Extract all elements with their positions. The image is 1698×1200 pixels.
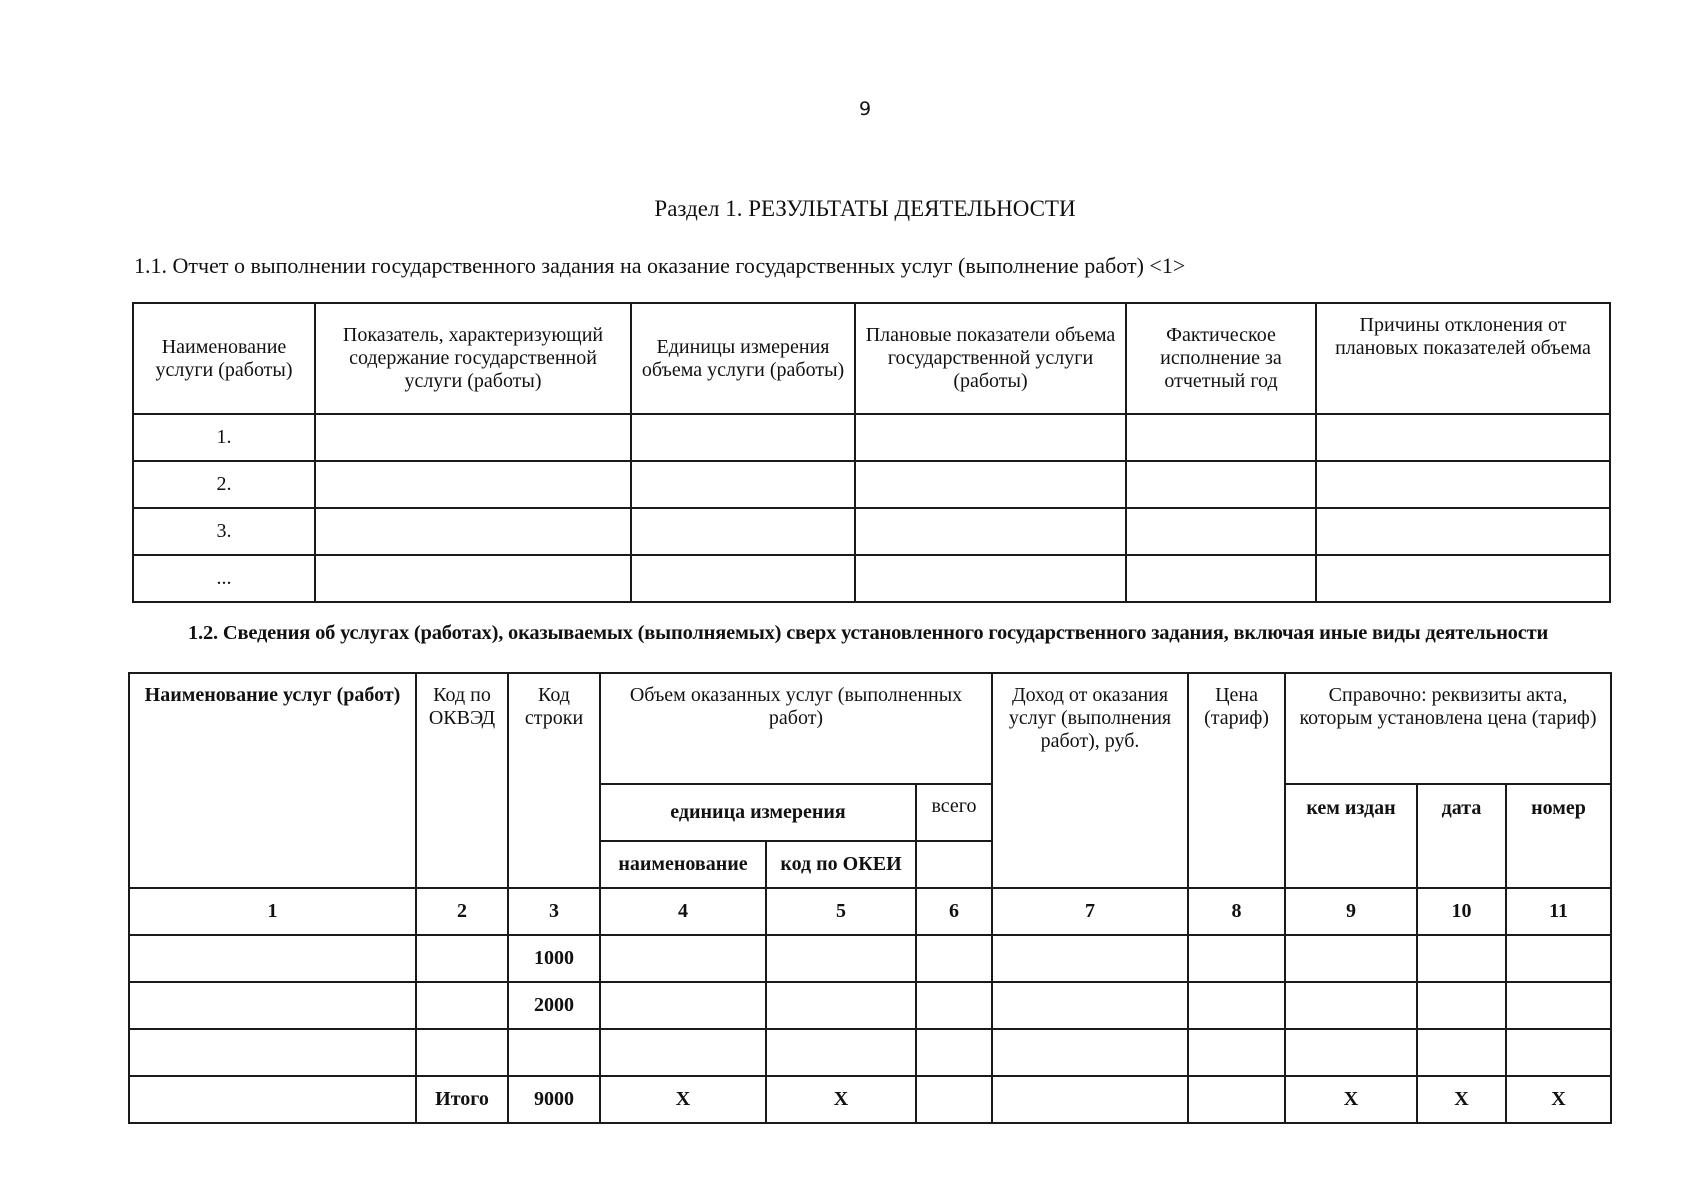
row-code-cell: 1000 xyxy=(508,935,600,982)
table-cell xyxy=(1506,935,1611,982)
report-1-heading: 1.1. Отчет о выполнении государственного задания на оказание государственных услуг (выполнение работ) <1> xyxy=(134,253,1186,278)
okved-cell xyxy=(416,1029,508,1076)
column-number: 3 xyxy=(508,888,600,935)
table-cell xyxy=(992,982,1188,1029)
section-title: Раздел 1. РЕЗУЛЬТАТЫ ДЕЯТЕЛЬНОСТИ xyxy=(654,196,1076,221)
table-cell xyxy=(1285,1029,1417,1076)
column-number: 6 xyxy=(916,888,992,935)
total-label: Итого xyxy=(416,1076,508,1123)
table-cell xyxy=(600,1029,766,1076)
cross-mark: X xyxy=(766,1076,916,1123)
cross-mark: X xyxy=(1506,1076,1611,1123)
row-number: 2. xyxy=(133,461,315,508)
table-cell xyxy=(1316,414,1610,461)
table-cell xyxy=(631,414,855,461)
table-row xyxy=(129,935,1611,982)
column-number: 4 xyxy=(600,888,766,935)
table-cell xyxy=(631,461,855,508)
table-cell xyxy=(1417,935,1506,982)
table-cell xyxy=(129,982,416,1029)
table-cell xyxy=(1285,982,1417,1029)
column-number-row xyxy=(129,888,1611,935)
table-cell xyxy=(916,1029,992,1076)
table-cell xyxy=(916,1076,992,1123)
table-cell xyxy=(1417,1029,1506,1076)
header-okei: код по ОКЕИ xyxy=(766,841,916,888)
table-row xyxy=(133,461,1610,508)
header-okved: Код по ОКВЭД xyxy=(416,673,508,888)
row-number: ... xyxy=(133,555,315,602)
header-income: Доход от оказания услуг (выполнения работ), руб. xyxy=(992,673,1188,888)
table-row xyxy=(129,982,1611,1029)
header-number: номер xyxy=(1506,784,1611,888)
cross-mark: X xyxy=(600,1076,766,1123)
table-cell xyxy=(315,555,631,602)
table-cell xyxy=(631,508,855,555)
table-cell xyxy=(1188,935,1285,982)
table-cell xyxy=(1126,555,1316,602)
header-price: Цена (тариф) xyxy=(1188,673,1285,888)
header-cell: Единицы измерения объема услуги (работы) xyxy=(631,303,855,414)
table-cell xyxy=(992,935,1188,982)
table-header-row xyxy=(133,303,1610,414)
cross-mark: X xyxy=(1285,1076,1417,1123)
header-row-code: Код строки xyxy=(508,673,600,888)
page-number: 9 xyxy=(858,98,872,120)
table-cell xyxy=(766,935,916,982)
table-cell xyxy=(855,508,1126,555)
header-service-name: Наименование услуг (работ) xyxy=(129,673,416,888)
header-issued-by: кем издан xyxy=(1285,784,1417,888)
table-header-row xyxy=(129,673,1611,784)
table-cell xyxy=(1126,508,1316,555)
header-cell: Плановые показатели объема государственной услуги (работы) xyxy=(855,303,1126,414)
table-cell xyxy=(1126,461,1316,508)
row-number: 3. xyxy=(133,508,315,555)
row-code-cell: 2000 xyxy=(508,982,600,1029)
table-cell xyxy=(855,414,1126,461)
report-2-table xyxy=(128,672,1612,1124)
table-cell xyxy=(916,982,992,1029)
header-cell: Наименование услуги (работы) xyxy=(133,303,315,414)
header-total: всего xyxy=(916,784,992,841)
table-cell xyxy=(129,1029,416,1076)
column-number: 11 xyxy=(1506,888,1611,935)
table-cell xyxy=(1188,1076,1285,1123)
cross-mark: X xyxy=(1417,1076,1506,1123)
table-cell xyxy=(631,555,855,602)
column-number: 7 xyxy=(992,888,1188,935)
table-cell xyxy=(129,935,416,982)
table-cell xyxy=(855,555,1126,602)
okved-cell xyxy=(416,982,508,1029)
table-cell xyxy=(1417,982,1506,1029)
table-cell xyxy=(992,1076,1188,1123)
header-date: дата xyxy=(1417,784,1506,888)
table-cell xyxy=(1506,982,1611,1029)
header-cell: Причины отклонения от плановых показателей объема xyxy=(1316,303,1610,414)
header-cell: Фактическое исполнение за отчетный год xyxy=(1126,303,1316,414)
table-cell xyxy=(1316,555,1610,602)
table-cell xyxy=(129,1076,416,1123)
table-cell xyxy=(916,841,992,888)
column-number: 1 xyxy=(129,888,416,935)
table-cell xyxy=(1126,414,1316,461)
table-cell xyxy=(1506,1029,1611,1076)
report-1-table xyxy=(132,302,1611,603)
header-cell: Показатель, характеризующий содержание государственной услуги (работы) xyxy=(315,303,631,414)
header-volume: Объем оказанных услуг (выполненных работ) xyxy=(600,673,992,784)
table-cell xyxy=(992,1029,1188,1076)
table-cell xyxy=(315,508,631,555)
table-row xyxy=(133,414,1610,461)
column-number: 5 xyxy=(766,888,916,935)
table-cell xyxy=(766,982,916,1029)
table-cell xyxy=(315,414,631,461)
header-unit: единица измерения xyxy=(600,784,916,841)
column-number: 10 xyxy=(1417,888,1506,935)
table-cell xyxy=(855,461,1126,508)
table-cell xyxy=(1316,508,1610,555)
table-cell xyxy=(1316,461,1610,508)
report-2-heading: 1.2. Сведения об услугах (работах), оказываемых (выполняемых) сверх установленного государственного задания, включая иные виды деятельности xyxy=(188,622,1549,644)
total-code: 9000 xyxy=(508,1076,600,1123)
table-row xyxy=(133,508,1610,555)
row-code-cell xyxy=(508,1029,600,1076)
table-cell xyxy=(1188,982,1285,1029)
table-cell xyxy=(600,935,766,982)
table-cell xyxy=(1188,1029,1285,1076)
total-row xyxy=(129,1076,1611,1123)
header-unit-name: наименование xyxy=(600,841,766,888)
table-cell xyxy=(916,935,992,982)
table-row xyxy=(129,1029,1611,1076)
column-number: 8 xyxy=(1188,888,1285,935)
table-cell xyxy=(600,982,766,1029)
header-reference: Справочно: реквизиты акта, которым установлена цена (тариф) xyxy=(1285,673,1611,784)
row-number: 1. xyxy=(133,414,315,461)
table-cell xyxy=(1285,935,1417,982)
column-number: 9 xyxy=(1285,888,1417,935)
table-row xyxy=(133,555,1610,602)
okved-cell xyxy=(416,935,508,982)
column-number: 2 xyxy=(416,888,508,935)
table-cell xyxy=(315,461,631,508)
table-cell xyxy=(766,1029,916,1076)
